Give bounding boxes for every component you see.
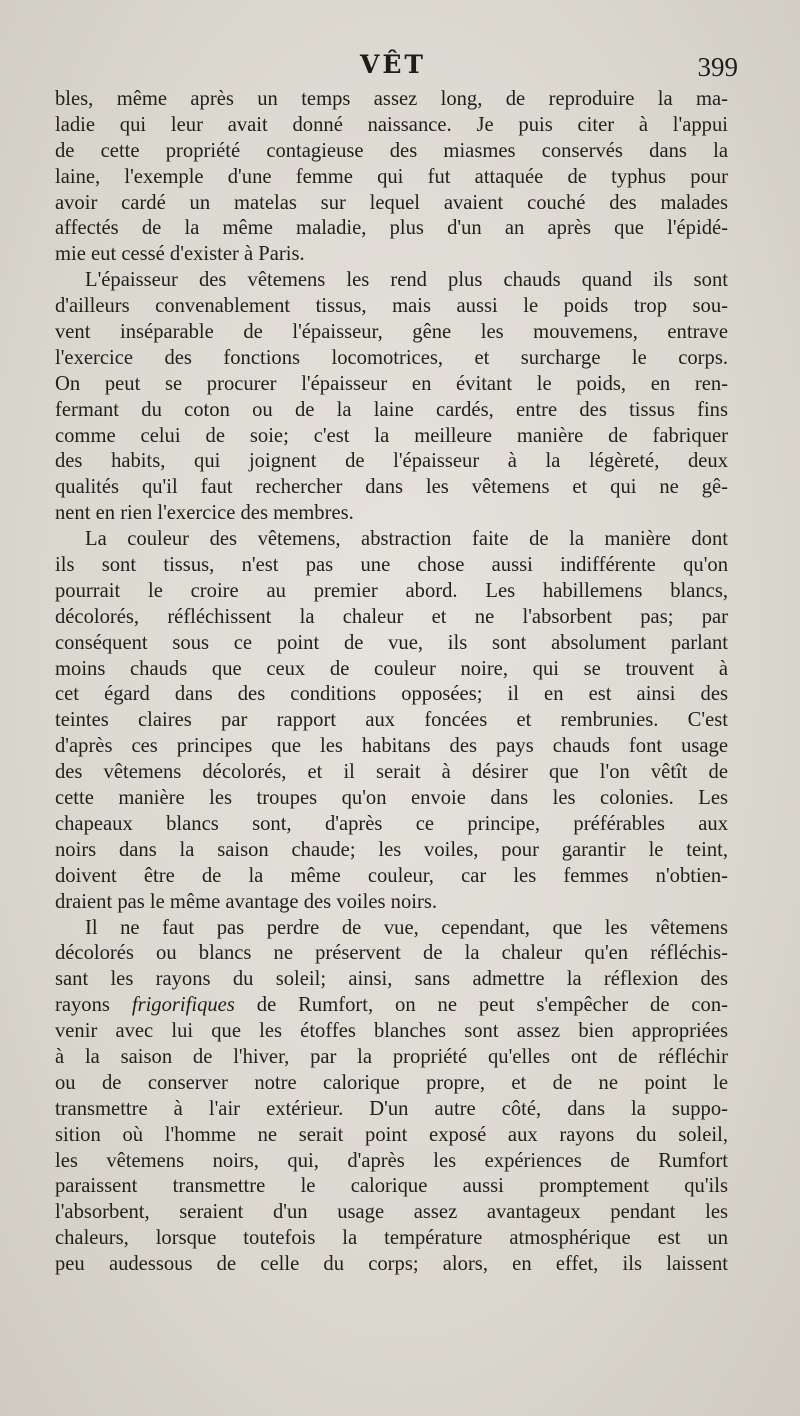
text-line: bles, même après un temps assez long, de reproduire la ma- bbox=[55, 88, 728, 110]
rayons-word: rayons bbox=[55, 994, 132, 1017]
text-line: laine, l'exemple d'une femme qui fut attaquée de typhus pour bbox=[55, 165, 728, 188]
text-line: d'après ces principes que les habitans des pays chauds font usage bbox=[55, 735, 728, 758]
line-remainder: de Rumfort, on ne peut s'empêcher de con- bbox=[256, 994, 728, 1017]
italic-term: frigorifiques bbox=[131, 994, 235, 1017]
text-line: doivent être de la même couleur, car les femmes n'obtien- bbox=[55, 864, 728, 887]
text-line: sition où l'homme ne serait point exposé aux rayons du soleil, bbox=[55, 1123, 728, 1146]
page-header bbox=[48, 50, 738, 86]
text-line: ils sont tissus, n'est pas une chose aussi indifférente qu'on bbox=[55, 554, 728, 577]
page-number: 399 bbox=[697, 52, 738, 82]
text-line: vent inséparable de l'épaisseur, gêne les mouvemens, entrave bbox=[55, 321, 728, 344]
text-line: de cette propriété contagieuse des miasmes conservés dans la bbox=[55, 139, 728, 162]
text-line: chaleurs, lorsque toutefois la température atmosphérique est un bbox=[55, 1227, 728, 1250]
text-line: fermant du coton ou de la laine cardés, entre des tissus fins bbox=[55, 398, 728, 421]
text-line: ladie qui leur avait donné naissance. Je puis citer à l'appui bbox=[55, 113, 728, 136]
text-line: conséquent sous ce point de vue, ils sont absolument parlant bbox=[55, 631, 728, 654]
text-line: pourrait le croire au premier abord. Les habillemens blancs, bbox=[55, 579, 728, 602]
text-line: paraissent transmettre le calorique aussi promptement qu'ils bbox=[55, 1175, 728, 1198]
text-line: nent en rien l'exercice des membres. bbox=[55, 502, 354, 525]
text-line: qualités qu'il faut rechercher dans les vêtemens et qui ne gê- bbox=[55, 476, 728, 499]
text-line: décolorés, réfléchissent la chaleur et ne l'absorbent pas; par bbox=[55, 605, 728, 628]
text-line: noirs dans la saison chaude; les voiles, pour garantir le teint, bbox=[55, 838, 728, 861]
text-line: avoir cardé un matelas sur lequel avaient couché des malades bbox=[55, 191, 728, 214]
text-line: l'exercice des fonctions locomotrices, et surcharge le corps. bbox=[55, 346, 728, 369]
text-line: ou de conserver notre calorique propre, et de ne point le bbox=[55, 1071, 728, 1094]
text-line: La couleur des vêtemens, abstraction faite de la manière dont bbox=[85, 528, 728, 551]
text-line: transmettre à l'air extérieur. D'un autre côté, dans la suppo- bbox=[55, 1097, 728, 1120]
text-line: à la saison de l'hiver, par la propriété qu'elles ont de réfléchir bbox=[55, 1045, 728, 1068]
text-line: d'ailleurs convenablement tissus, mais aussi le poids trop sou- bbox=[55, 295, 728, 318]
text-line: Il ne faut pas perdre de vue, cependant, que les vêtemens bbox=[85, 916, 728, 939]
text-line-mixed bbox=[55, 993, 728, 1019]
running-head: VÊT bbox=[359, 50, 427, 79]
text-line: les vêtemens noirs, qui, d'après les expériences de Rumfort bbox=[55, 1149, 728, 1172]
text-line: décolorés ou blancs ne préservent de la chaleur qu'en réfléchis- bbox=[55, 942, 728, 965]
text-line: cette manière les troupes qu'on envoie dans les colonies. Les bbox=[55, 787, 728, 810]
text-line: cet égard dans des conditions opposées; il en est ainsi des bbox=[55, 683, 728, 706]
text-line: comme celui de soie; c'est la meilleure manière de fabriquer bbox=[55, 424, 728, 447]
text-line: chapeaux blancs sont, d'après ce principe, préférables aux bbox=[55, 812, 728, 835]
text-line: venir avec lui que les étoffes blanches sont assez bien appropriées bbox=[55, 1020, 728, 1043]
text-line: On peut se procurer l'épaisseur en évitant le poids, en ren- bbox=[55, 372, 728, 395]
text-line: affectés de la même maladie, plus d'un an après que l'épidé- bbox=[55, 217, 728, 240]
text-line: draient pas le même avantage des voiles noirs. bbox=[55, 890, 437, 913]
text-line: peu audessous de celle du corps; alors, en effet, ils laissent bbox=[55, 1253, 728, 1276]
text-line: sant les rayons du soleil; ainsi, sans admettre la réflexion des bbox=[55, 968, 728, 991]
text-line: des habits, qui joignent de l'épaisseur à la légèreté, deux bbox=[55, 450, 728, 473]
text-line: mie eut cessé d'exister à Paris. bbox=[55, 243, 305, 266]
text-line: l'absorbent, seraient d'un usage assez avantageux pendant les bbox=[55, 1201, 728, 1224]
text-line: des vêtemens décolorés, et il serait à désirer que l'on vêtît de bbox=[55, 761, 728, 784]
body-text bbox=[55, 87, 728, 1278]
text-line: moins chauds que ceux de couleur noire, qui se trouvent à bbox=[55, 657, 728, 680]
text-line: L'épaisseur des vêtemens les rend plus chauds quand ils sont bbox=[85, 269, 728, 292]
text-line: teintes claires par rapport aux foncées et rembrunies. C'est bbox=[55, 709, 728, 732]
